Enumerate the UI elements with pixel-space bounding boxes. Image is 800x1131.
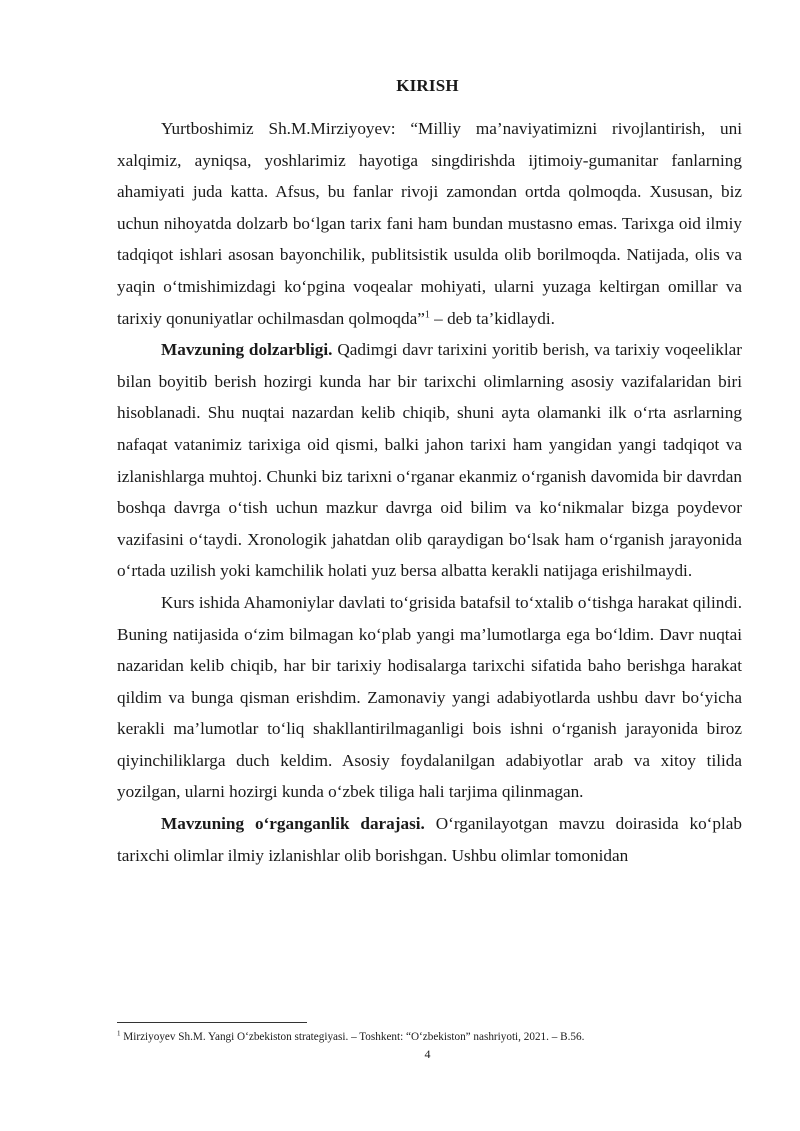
paragraph-tail: – deb ta’kidlaydi. — [429, 308, 555, 328]
footnote — [117, 1030, 742, 1044]
paragraph-text: Kurs ishida Ahamoniylar davlati to‘grisida batafsil to‘xtalib o‘tishga harakat qilindi. Buning natijasida o‘zim bilmagan ko‘plab yangi ma’lumotlarga ega bo‘ldim. Davr nuqtai nazaridan kelib chiqib, har bir tarixiy hodisalarga tarixchi sifatida baho berishga harakat qildim va bunga qisman erishdim. Zamonaviy yangi adabiyotlarda ushbu davr bo‘yicha kerakli ma’lumotlar to‘liq shakllantirilmaganligi bois ishni o‘rganish jarayonida biroz qiyinchiliklarga duch keldim. Asosiy foydalanilgan adabiyotlar arab va xitoy tilida yozilgan, ularni hozirgi kunda o‘zbek tiliga hali tarjima qilinmagan. — [117, 592, 742, 802]
body-text — [117, 113, 742, 871]
footnote-separator — [117, 1022, 307, 1023]
paragraph-text: Yurtboshimiz Sh.M.Mirziyoyev: “Milliy ma’naviyatimizni rivojlantirish, uni xalqimiz, ayniqsa, yoshlarimiz hayotiga singdirishda ijtimoiy-gumanitar fanlarning ahamiyati juda katta. Afsus, bu fanlar rivoji zamondan ortda qolmoqda. Xususan, biz uchun nihoyatda dolzarb bo‘lgan tarix fani ham bundan mustasno emas. Tarixga oid ilmiy tadqiqot ishlari asosan bayonchilik, publitsistik usulda olib borilmoqda. Natijada, olis va yaqin o‘tmishimizdagi ko‘pgina voqealar mohiyati, ularni yuzaga keltirgan omillar va tarixiy qonuniyatlar ochilmasdan qolmoqda” — [117, 119, 742, 328]
section-heading: KIRISH — [396, 76, 459, 95]
paragraph-lead: Mavzuning o‘rganganlik darajasi. — [161, 814, 425, 834]
paragraph-study-level — [117, 808, 742, 871]
paragraph-course-work — [117, 587, 742, 808]
paragraph-quote — [117, 113, 742, 334]
paragraph-text: O‘rganilayotgan mavzu doirasida ko‘plab tarixchi olimlar ilmiy izlanishlar olib borishgan. Ushbu olimlar tomonidan — [117, 814, 742, 865]
paragraph-text: Qadimgi davr tarixini yoritib berish, va tarixiy voqeeliklar bilan boyitib berish hozirgi kunda har bir tarixchi olimlarning asosiy vazifalaridan biri hisoblanadi. Shu nuqtai nazardan kelib chiqib, shuni ayta olamanki ilk o‘rta asrlarning nafaqat vatanimiz tarixiga oid qismi, balki jahon tarixi ham yangidan yangi tadqiqot va izlanishlarga muhtoj. Chunki biz tarixni o‘rganar ekanmiz o‘rganish davomida bir davrdan boshqa davrga o‘tish uchun mazkur davrga oid bilim va ko‘nikmalar bizga poydevor vazifasini o‘taydi. Xronologik jahatdan olib qaraydigan bo‘lsak ham o‘rganish jarayonida o‘rtada uzilish yoki kamchilik holati yuz bersa albatta kerakli natijaga erishilmaydi. — [117, 340, 743, 581]
page-number: 4 — [424, 1047, 431, 1061]
paragraph-lead: Mavzuning dolzarbligi. — [161, 340, 333, 360]
footnote-text: Mirziyoyev Sh.M. Yangi O‘zbekiston strategiyasi. – Toshkent: “O‘zbekiston” nashriyoti, 2021. – B.56. — [120, 1031, 585, 1043]
footnote-reference[interactable]: 1 — [424, 308, 430, 320]
footnote-marker: 1 — [117, 1029, 121, 1038]
paragraph-relevance — [117, 334, 742, 587]
